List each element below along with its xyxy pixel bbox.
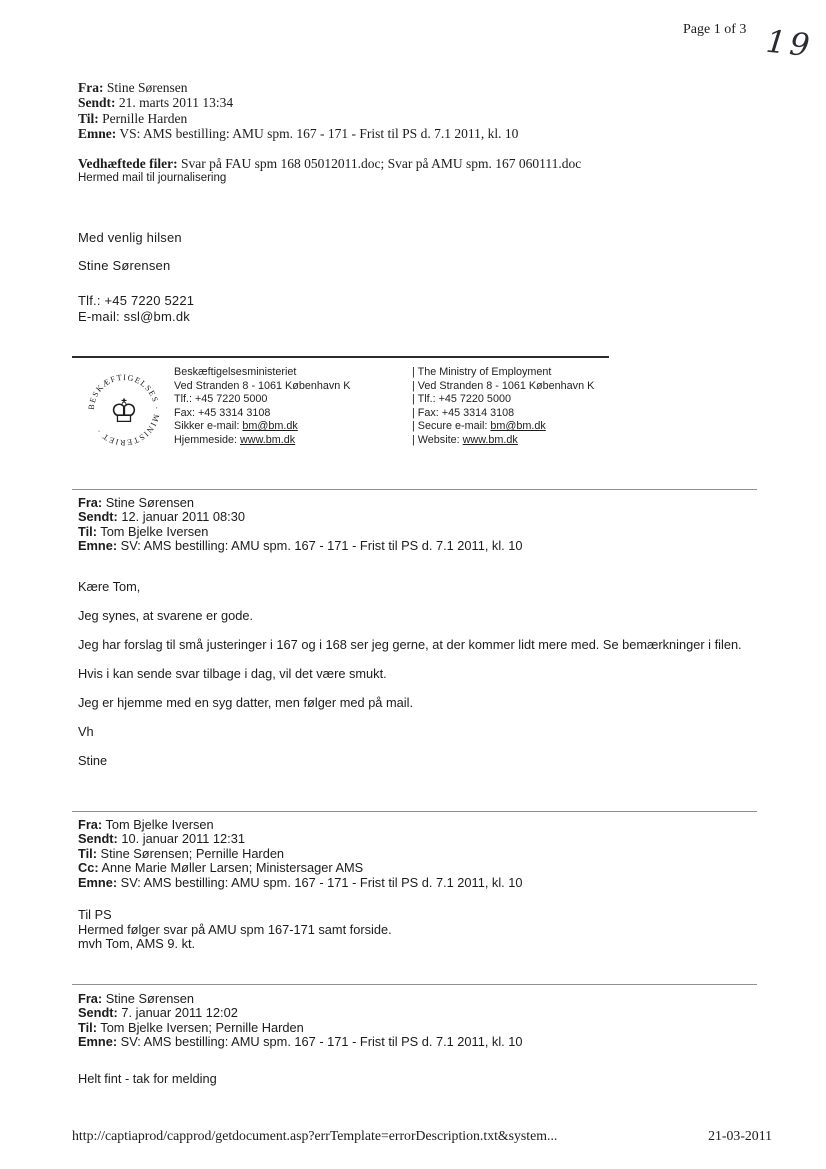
sent-line: [78, 95, 518, 110]
subject-label: Emne:: [78, 1034, 118, 1050]
sent-value: 10. januar 2011 12:31: [121, 831, 245, 847]
subject-value: SV: AMS bestilling: AMU spm. 167 - 171 - Frist til PS d. 7.1 2011, kl. 10: [120, 538, 523, 554]
website-link-da[interactable]: www.bm.dk: [240, 433, 296, 446]
to-line: [78, 847, 523, 861]
ministry-danish-column: [174, 366, 410, 448]
signature-email: E-mail: ssl@bm.dk: [78, 309, 190, 324]
from-label: Fra:: [78, 80, 104, 95]
sent-label: Sendt:: [78, 95, 116, 111]
ministry-address-da: Ved Stranden 8 - 1061 København K: [174, 379, 351, 392]
cc-value: Anne Marie Møller Larsen; Ministersager AMS: [101, 860, 364, 876]
to-value: Stine Sørensen; Pernille Harden: [100, 845, 285, 861]
subject-value: SV: AMS bestilling: AMU spm. 167 - 171 - Frist til PS d. 7.1 2011, kl. 10: [120, 874, 523, 890]
paragraph: Helt fint - tak for melding: [78, 1071, 217, 1086]
signature-block: [78, 230, 194, 325]
cc-line: [78, 861, 523, 875]
ministry-block: [82, 366, 594, 454]
email3-header: [78, 818, 523, 890]
from-value: Stine Sørensen: [105, 495, 194, 510]
sent-line: [78, 832, 523, 846]
secure-email-label-en: | Secure e-mail:: [412, 420, 491, 433]
website-label-da: Hjemmeside:: [174, 433, 240, 446]
from-value: Tom Bjelke Iversen: [105, 817, 214, 832]
ministry-fax-en: | Fax: +45 3314 3108: [412, 406, 515, 419]
signature-greeting: Med venlig hilsen: [78, 230, 182, 245]
paragraph: Jeg synes, at svarene er gode.: [78, 607, 253, 623]
from-line: [78, 818, 523, 832]
attachments-line: [78, 156, 581, 171]
email4-header: [78, 992, 523, 1050]
signature-phone: Tlf.: +45 7220 5221: [78, 293, 195, 308]
secure-email-link-en[interactable]: bm@bm.dk: [490, 420, 546, 433]
to-line: [78, 111, 518, 126]
paragraph: Hvis i kan sende svar tilbage i dag, vil det være smukt.: [78, 665, 387, 681]
subject-label: Emne:: [78, 125, 117, 141]
website-link-en[interactable]: www.bm.dk: [462, 433, 518, 446]
email-divider: [72, 489, 757, 490]
page-number: Page 1 of 3: [683, 22, 747, 37]
from-value: Stine Sørensen: [105, 991, 194, 1006]
ministry-name-da: Beskæftigelsesministeriet: [174, 366, 297, 378]
from-line: [78, 496, 523, 510]
subject-value: VS: AMS bestilling: AMU spm. 167 - 171 - Frist til PS d. 7.1 2011, kl. 10: [119, 125, 519, 141]
ministry-fax-da: Fax: +45 3314 3108: [174, 406, 271, 419]
signature-rule: [72, 356, 609, 358]
ministry-web-line-en: [412, 434, 594, 448]
sent-value: 21. marts 2011 13:34: [118, 95, 234, 111]
paragraph: mvh Tom, AMS 9. kt.: [78, 936, 196, 952]
crown-icon: ♔: [109, 392, 139, 430]
attachments-label: Vedhæftede filer:: [78, 156, 178, 171]
footer-url: http://captiaprod/capprod/getdocument.asp?errTemplate=errorDescription.txt&system...: [72, 1128, 558, 1143]
attachments-value: Svar på FAU spm 168 05012011.doc; Svar på AMU spm. 167 060111.doc: [180, 156, 582, 171]
email1-header: [78, 80, 518, 141]
to-label: Til:: [78, 523, 97, 539]
paragraph: Kære Tom,: [78, 579, 141, 594]
ministry-english-column: [412, 366, 594, 448]
subject-line: [78, 876, 523, 890]
to-line: [78, 525, 523, 539]
ministry-phone-da: Tlf.: +45 7220 5000: [174, 393, 268, 406]
subject-label: Emne:: [78, 538, 118, 554]
to-value: Pernille Harden: [102, 110, 188, 126]
secure-email-label-da: Sikker e-mail:: [174, 420, 243, 433]
sent-line: [78, 1006, 523, 1020]
signature-name: Stine Sørensen: [78, 258, 171, 273]
subject-label: Emne:: [78, 874, 118, 890]
from-line: [78, 80, 518, 95]
to-value: Tom Bjelke Iversen: [100, 523, 209, 539]
paragraph: Stine: [78, 752, 108, 768]
secure-email-link-da[interactable]: bm@bm.dk: [242, 420, 298, 433]
ministry-email-line-en: [412, 420, 594, 434]
subject-line: [78, 539, 523, 553]
to-label: Til:: [78, 110, 99, 126]
to-value: Tom Bjelke Iversen; Pernille Harden: [100, 1019, 304, 1035]
subject-value: SV: AMS bestilling: AMU spm. 167 - 171 - Frist til PS d. 7.1 2011, kl. 10: [120, 1034, 523, 1050]
to-label: Til:: [78, 1019, 97, 1035]
ministry-phone-en: | Tlf.: +45 7220 5000: [412, 393, 511, 406]
seal-text: BESKÆFTIGELSES · MINISTERIET ·: [86, 372, 162, 448]
paragraph: Jeg er hjemme med en syg datter, men følger med på mail.: [78, 694, 413, 710]
email2-body: [78, 580, 760, 783]
ministry-web-line-da: [174, 434, 410, 448]
sent-label: Sendt:: [78, 831, 118, 847]
ministry-logo: [82, 366, 166, 454]
ministry-name-en: | The Ministry of Employment: [412, 366, 552, 378]
paragraph: Til PS: [78, 907, 112, 922]
ministry-address-en: | Ved Stranden 8 - 1061 København K: [412, 379, 595, 392]
sent-value: 7. januar 2011 12:02: [121, 1005, 238, 1021]
to-label: Til:: [78, 845, 97, 861]
footer-date: 21-03-2011: [708, 1128, 772, 1143]
website-label-en: | Website:: [412, 433, 463, 446]
from-line: [78, 992, 523, 1006]
email-divider: [72, 984, 757, 985]
journal-note: Hermed mail til journalisering: [78, 172, 227, 184]
to-line: [78, 1021, 523, 1035]
subject-line: [78, 1035, 523, 1049]
from-label: Fra:: [78, 495, 103, 510]
from-value: Stine Sørensen: [106, 80, 188, 95]
handwritten-mark: 19: [764, 23, 816, 65]
paragraph: Vh: [78, 723, 94, 739]
sent-value: 12. januar 2011 08:30: [121, 509, 245, 525]
cc-label: Cc:: [78, 860, 99, 876]
from-label: Fra:: [78, 991, 103, 1006]
paragraph: Hermed følger svar på AMU spm 167-171 samt forside.: [78, 921, 392, 937]
sent-line: [78, 510, 523, 524]
from-label: Fra:: [78, 817, 103, 832]
email4-body: [78, 1072, 760, 1087]
email2-header: [78, 496, 523, 554]
sent-label: Sendt:: [78, 509, 118, 525]
email3-body: [78, 908, 760, 952]
ministry-email-line-da: [174, 420, 410, 434]
subject-line: [78, 126, 518, 141]
page-footer: [72, 1128, 772, 1144]
email-divider: [72, 811, 757, 812]
paragraph: Jeg har forslag til små justeringer i 167 og i 168 ser jeg gerne, at der kommer lidt mere med. Se bemærkninger i filen.: [78, 636, 742, 652]
sent-label: Sendt:: [78, 1005, 118, 1021]
